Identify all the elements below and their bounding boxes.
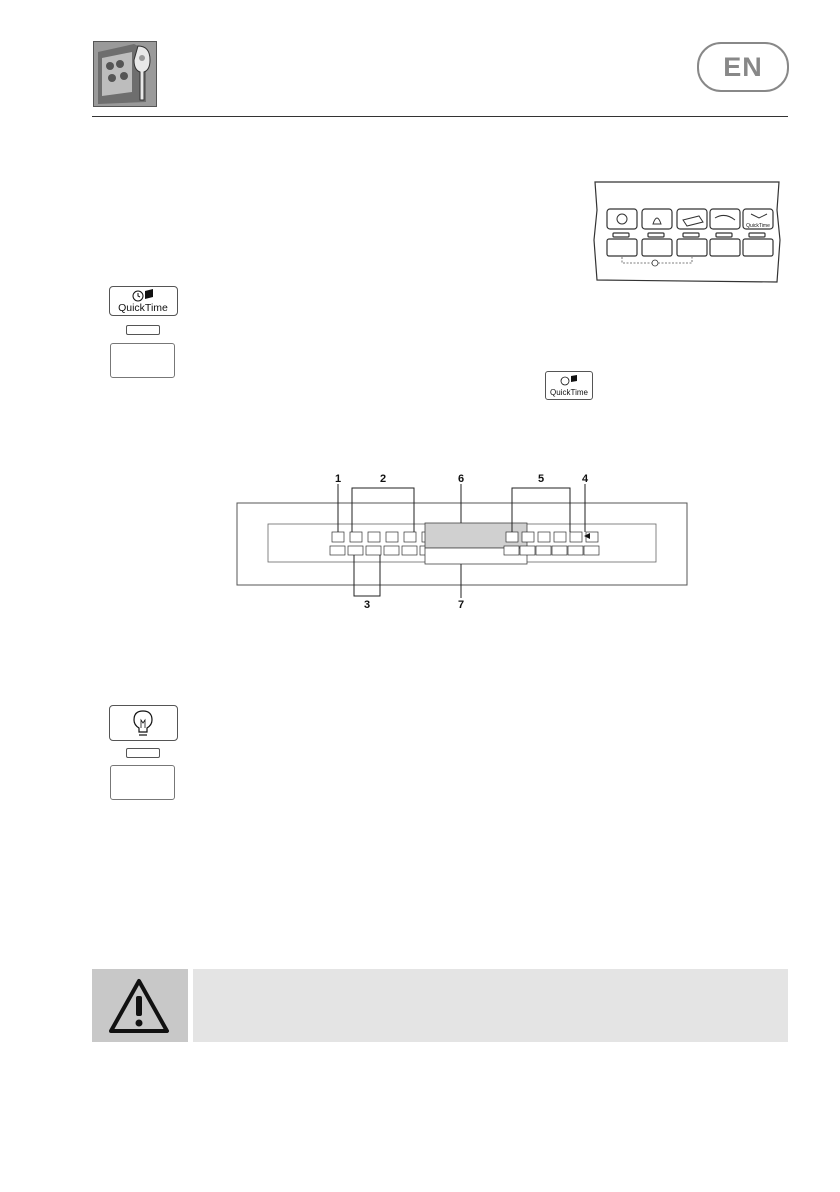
quicktime-button-icon [109,286,178,316]
control-panel-closeup [591,180,783,284]
warning-bar [92,969,788,1042]
lightbulb-led [126,748,160,758]
quicktime-inline-label: QuickTime [550,388,588,397]
quicktime-inline-icon [545,371,593,400]
dishwasher-logo [93,41,157,107]
callout-3: 3 [363,599,371,610]
quicktime-led [126,325,160,335]
lightbulb-key [110,765,175,800]
panel-quicktime-label: QuickTime [746,223,770,229]
quicktime-label: QuickTime [118,302,168,314]
callout-6: 6 [457,473,465,485]
callout-2: 2 [379,473,387,485]
header-divider [92,116,788,117]
callout-4: 4 [581,473,589,485]
warning-icon-panel [92,969,188,1042]
control-panel-diagram [232,472,692,610]
lightbulb-icon [109,705,178,741]
quicktime-key [110,343,175,378]
warning-separator [188,969,193,1042]
callout-7: 7 [457,599,465,610]
language-badge: EN [697,42,789,92]
callout-5: 5 [537,473,545,485]
callout-1: 1 [334,473,342,485]
